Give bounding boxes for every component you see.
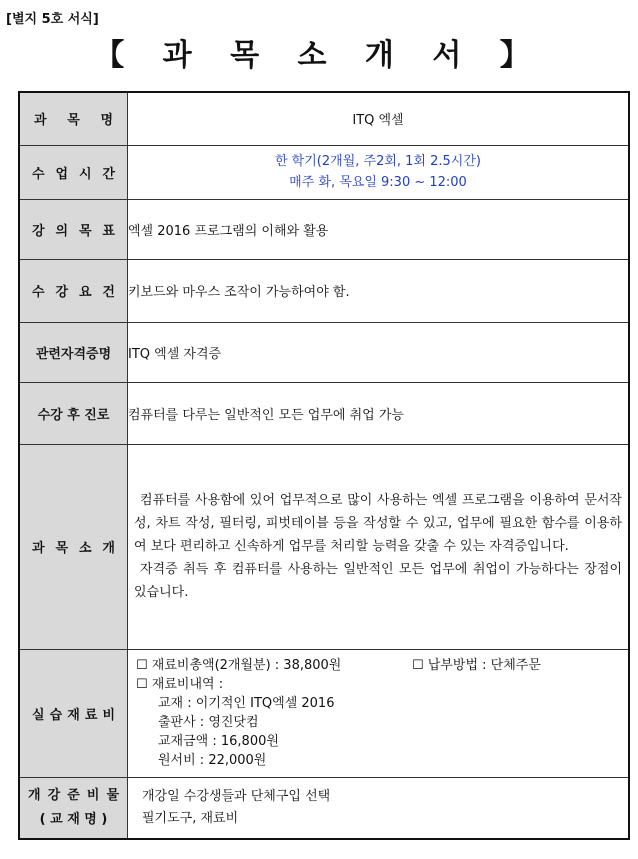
publisher-line: 출판사 : 영진닷컴: [158, 715, 259, 730]
label-char: 시: [78, 166, 92, 182]
label-char: 강: [47, 787, 61, 803]
label-char: 의: [55, 223, 69, 239]
class-time-line-2: 매주 화, 목요일 9:30 ~ 12:00: [289, 175, 467, 190]
materials-detail-checkbox: ☐ 재료비내역 :: [136, 677, 224, 692]
value-materials: [128, 649, 630, 777]
label-char: 수: [32, 285, 45, 300]
label-char: 비: [102, 707, 115, 723]
value-course-name: ITQ 엑셀: [128, 92, 630, 145]
label-char: 물: [106, 787, 119, 803]
label-char: 목: [67, 113, 80, 129]
textbook-line: 교재 : 이기적인 ITQ엑셀 2016: [158, 696, 335, 711]
label-char: 수: [32, 166, 45, 182]
row-course-name: [19, 92, 629, 145]
label-preparation: [19, 777, 128, 839]
materials-total-checkbox: ☐ 재료비총액(2개월분) : 38,800원: [136, 658, 342, 673]
label-char: 재: [67, 707, 80, 723]
form-number-tag: [별지 5호 서식]: [6, 12, 99, 27]
label-course-name: [19, 92, 128, 145]
label-char: 과: [34, 113, 47, 129]
label-char: 개: [28, 787, 41, 803]
label-char: 업: [55, 166, 69, 182]
row-preparation: [19, 777, 629, 839]
label-char: 강: [32, 223, 45, 239]
value-career: 컴퓨터를 다루는 일반적인 모든 업무에 취업 가능: [128, 382, 630, 444]
label-char: 표: [102, 223, 115, 239]
label-lecture-goal: [19, 199, 128, 259]
label-certificate: 관련자격증명: [19, 322, 128, 382]
class-time-line-1: 한 학기(2개월, 주2회, 1회 2.5시간): [274, 154, 481, 169]
label-char: 건: [102, 285, 115, 300]
textbook-price-line: 교재금액 : 16,800원: [158, 734, 279, 749]
value-preparation: [128, 777, 630, 839]
materials-first-line: [136, 656, 628, 675]
label-class-time: [19, 145, 128, 199]
preparation-line-1: 개강일 수강생들과 단체구입 선택: [142, 788, 331, 804]
preparation-line-2: 필기도구, 재료비: [142, 810, 239, 826]
label-char: 목: [78, 223, 92, 239]
row-materials: [19, 649, 629, 777]
label-char: 간: [102, 166, 115, 182]
label-preparation-line-2: ( 교 재 명 ): [39, 811, 108, 827]
value-introduction: [128, 444, 630, 649]
label-char: 소: [78, 541, 92, 556]
label-career: 수강 후 진로: [19, 382, 128, 444]
value-class-time: [128, 145, 630, 199]
label-char: 비: [86, 787, 100, 803]
label-materials: [19, 649, 128, 777]
row-career: [19, 382, 629, 444]
payment-method-checkbox: ☐ 납부방법 : 단체주문: [412, 658, 541, 673]
value-requirements: 키보드와 마우스 조작이 가능하여야 함.: [128, 259, 630, 322]
row-requirements: [19, 259, 629, 322]
introduction-paragraph-2: 자격증 취득 후 컴퓨터를 사용하는 일반적인 모든 업무에 취업이 가능하다는 장점이 있습니다.: [134, 562, 622, 600]
label-char: 요: [78, 285, 92, 300]
row-lecture-goal: [19, 199, 629, 259]
introduction-paragraph-1: 컴퓨터를 사용함에 있어 업무적으로 많이 사용하는 엑셀 프로그램을 이용하여 문서작성, 차트 작성, 필터링, 피벗테이블 등을 작성할 수 있고, 업무에 필요한 함수를 이용하여 보다 편리하고 신속하게 업무를 처리할 능력을 갖출 수 있는 자격증입니다.: [134, 493, 622, 554]
document-title: 【 과 목 소 개 서 】: [94, 38, 544, 73]
label-requirements: [19, 259, 128, 322]
label-char: 과: [32, 541, 45, 556]
row-introduction: [19, 444, 629, 649]
label-introduction: [19, 444, 128, 649]
label-char: 명: [100, 113, 113, 129]
label-char: 료: [84, 707, 98, 723]
value-certificate: ITQ 엑셀 자격증: [128, 322, 630, 382]
label-char: 목: [55, 541, 69, 556]
row-class-time: [19, 145, 629, 199]
label-char: 실: [32, 707, 45, 723]
label-char: 습: [49, 707, 63, 723]
course-info-table: [18, 91, 630, 840]
label-char: 개: [102, 541, 115, 556]
label-char: 강: [55, 285, 69, 300]
value-lecture-goal: 엑셀 2016 프로그램의 이해와 활용: [128, 199, 630, 259]
label-char: 준: [67, 787, 80, 803]
row-certificate: [19, 322, 629, 382]
application-fee-line: 원서비 : 22,000원: [158, 753, 267, 768]
